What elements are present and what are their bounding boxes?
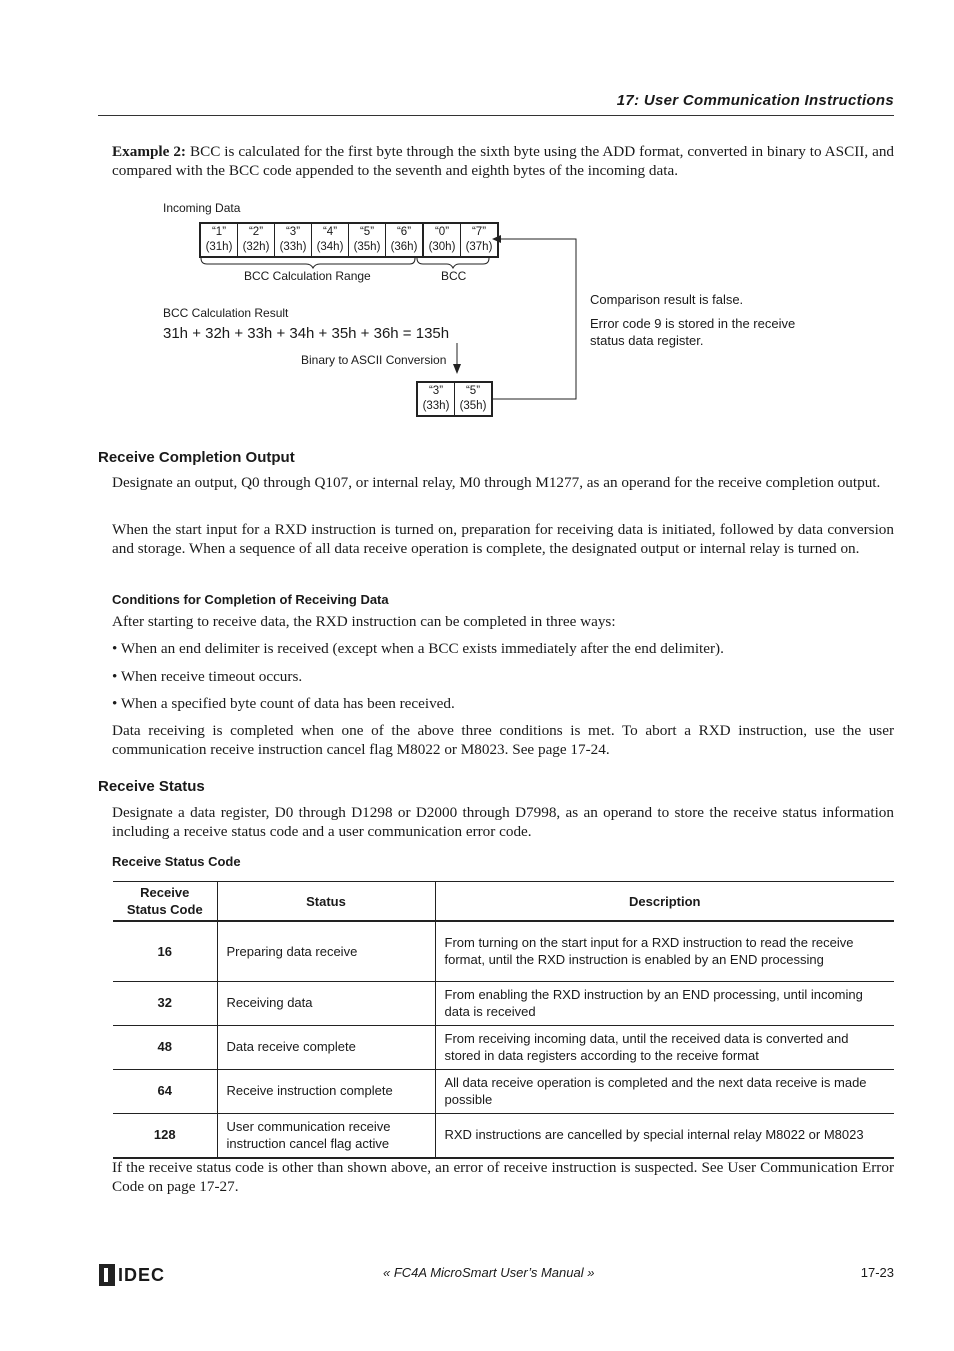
error-note-line1: Error code 9 is stored in the receive: [590, 316, 796, 331]
subheading-conditions: Conditions for Completion of Receiving Data: [112, 592, 389, 607]
idec-logo: [99, 1264, 165, 1286]
status-code-cell: 16: [113, 921, 217, 981]
table-row: [113, 1113, 894, 1158]
chapter-title: 17: User Communication Instructions: [616, 92, 894, 109]
status-cell: Receive instruction complete: [217, 1069, 435, 1113]
comparison-result: Comparison result is false.: [590, 292, 744, 307]
incoming-data-label: Incoming Data: [163, 201, 241, 215]
range-label: BCC Calculation Range: [244, 269, 371, 283]
table-header-row: [113, 882, 894, 922]
table-row: [113, 981, 894, 1025]
status-cell: Data receive complete: [217, 1025, 435, 1069]
description-cell: RXD instructions are cancelled by special internal relay M8022 or M8023: [435, 1113, 894, 1158]
column-header: Receive Status Code: [113, 882, 217, 922]
bcc-label: BCC: [441, 269, 467, 283]
byte-cell: “3” (33h): [418, 383, 455, 415]
table-row: [113, 1069, 894, 1113]
status-code-table: [113, 881, 894, 1159]
completion-closing: Data receiving is completed when one of the above three conditions is met. To abort a RXD instruction, use the user communication receive instruction cancel flag M8022 or M8023. See page 17-24.: [112, 722, 894, 758]
byte-cell: “5” (35h): [349, 224, 386, 256]
status-cell: Receiving data: [217, 981, 435, 1025]
table-row: [113, 1025, 894, 1069]
manual-title: « FC4A MicroSmart User’s Manual »: [383, 1265, 595, 1280]
description-cell: From turning on the start input for a RXD instruction to read the receive format, until the RXD instruction is enabled by an END processing: [435, 921, 894, 981]
converted-bytes: [416, 381, 493, 417]
byte-cell: “0” (30h): [424, 224, 461, 256]
example-text: BCC is calculated for the first byte through the sixth byte using the ADD format, converted in binary to ASCII, and compared with the BCC code appended to the seventh and eighth bytes of the incoming data.: [112, 143, 895, 179]
page-number: 17-23: [860, 1265, 894, 1280]
status-footnote: If the receive status code is other than shown above, an error of receive instruction is suspected. See User Communication Error Code on page 17-27.: [112, 1159, 894, 1195]
status-cell: User communication receive instruction cancel flag active: [217, 1113, 435, 1158]
byte-cell: “6” (36h): [386, 224, 424, 256]
conditions-intro: After starting to receive data, the RXD instruction can be completed in three ways:: [112, 613, 616, 630]
status-code-cell: 64: [113, 1069, 217, 1113]
byte-cell: “7” (37h): [465, 226, 493, 253]
bcc-equation: 31h + 32h + 33h + 34h + 35h + 36h = 135h: [163, 325, 450, 342]
example-label: Example 2:: [112, 143, 186, 160]
status-code-cell: 128: [113, 1113, 217, 1158]
description-cell: From receiving incoming data, until the received data is converted and stored in data registers according to the receive format: [435, 1025, 894, 1069]
comparison-arrowhead: [492, 235, 501, 243]
byte-cell: “2” (32h): [238, 224, 275, 256]
subheading-status-code: Receive Status Code: [112, 854, 241, 869]
logo-mark-icon: [99, 1264, 115, 1286]
conversion-arrowhead: [453, 364, 461, 374]
byte-cell: “5” (35h): [459, 385, 487, 412]
status-cell: Preparing data receive: [217, 921, 435, 981]
range-brace: [201, 258, 415, 268]
bullet-item: • When a specified byte count of data has been received.: [112, 695, 455, 712]
bullet-item: • When an end delimiter is received (except when a BCC exists immediately after the end delimiter).: [112, 640, 724, 657]
conversion-label: Binary to ASCII Conversion: [301, 353, 447, 367]
bcc-brace: [417, 258, 489, 268]
error-note-line2: status data register.: [590, 333, 704, 348]
result-label: BCC Calculation Result: [163, 306, 289, 320]
logo-text: IDEC: [118, 1264, 166, 1285]
completion-paragraph-1: Designate an output, Q0 through Q107, or internal relay, M0 through M1277, as an operand for the receive completion output.: [112, 474, 881, 491]
column-header: Description: [435, 882, 894, 922]
diagram-lines: [0, 0, 954, 430]
byte-cell: “4” (34h): [312, 224, 349, 256]
section-heading-completion: Receive Completion Output: [98, 449, 295, 466]
status-code-cell: 32: [113, 981, 217, 1025]
comparison-loop: [491, 239, 576, 399]
byte-cell: “3” (33h): [275, 224, 312, 256]
description-cell: From enabling the RXD instruction by an END processing, until incoming data is received: [435, 981, 894, 1025]
status-paragraph: Designate a data register, D0 through D1298 or D2000 through D7998, as an operand to store the receive status information including a receive status code and a user communication error code.: [112, 804, 894, 840]
section-heading-status: Receive Status: [98, 778, 205, 795]
table-row: [113, 921, 894, 981]
column-header: Status: [217, 882, 435, 922]
bullet-item: • When receive timeout occurs.: [112, 668, 303, 685]
status-code-cell: 48: [113, 1025, 217, 1069]
completion-paragraph-2: When the start input for a RXD instruction is turned on, preparation for receiving data is initiated, followed by data conversion and storage. When a sequence of all data receive operation is complete, the designated output or internal relay is turned on.: [112, 521, 894, 557]
byte-cell: “1” (31h): [201, 224, 238, 256]
description-cell: All data receive operation is completed and the next data receive is made possible: [435, 1069, 894, 1113]
